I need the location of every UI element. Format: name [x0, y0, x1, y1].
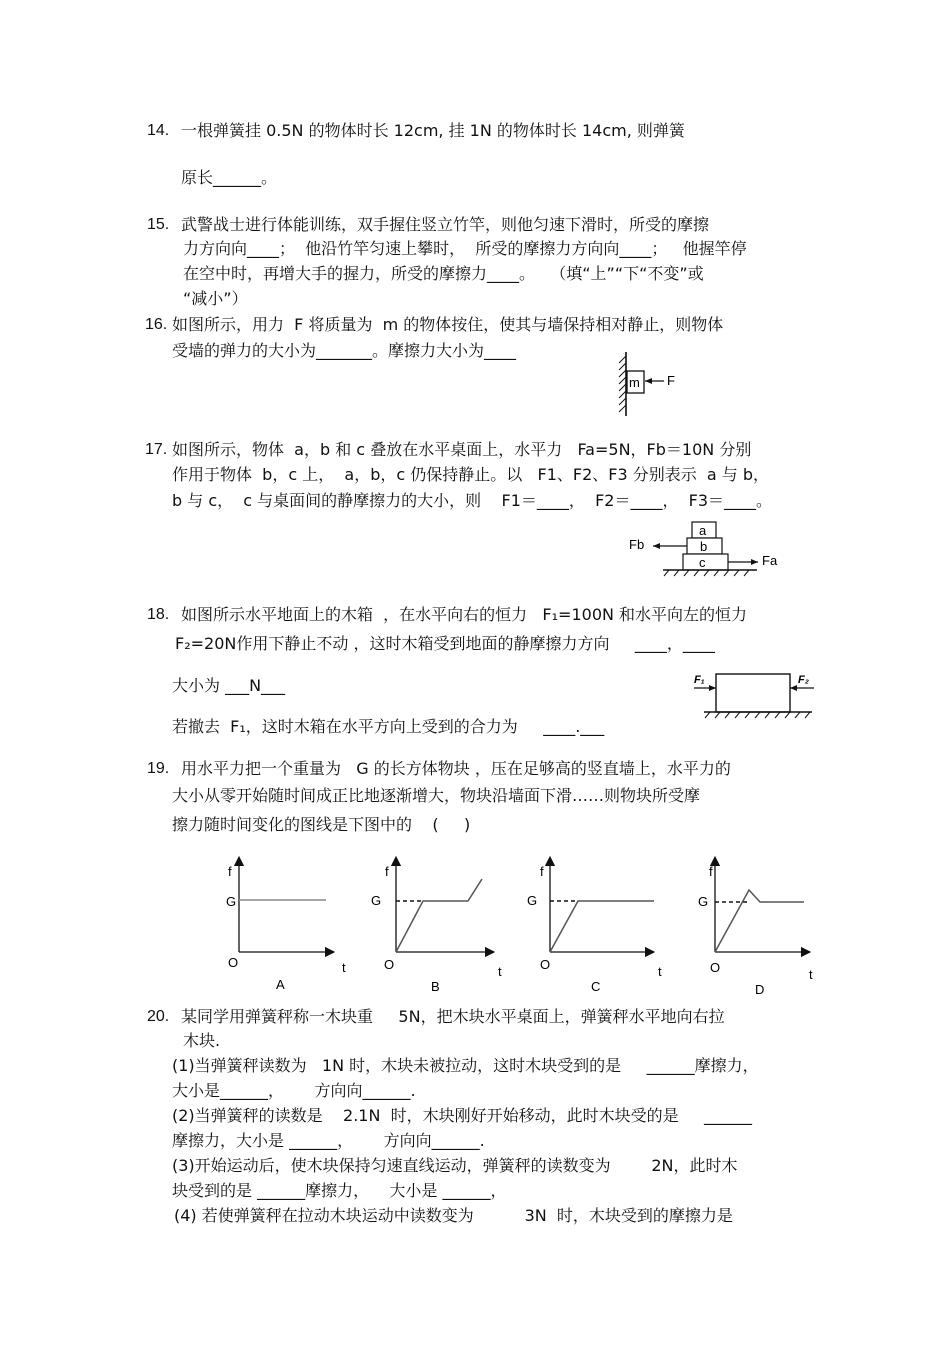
graph-b-caption: B: [431, 979, 440, 994]
q18-box: [716, 674, 790, 712]
q18-line3: 大小为 ___N___: [172, 676, 286, 695]
q18-line2: F₂=20N作用下静止不动 ，这时木箱受到地面的静摩擦力方向 ____，____: [175, 634, 715, 653]
q18-f1-arrowhead: [709, 685, 716, 691]
q16-line1: 如图所示，用力 F 将质量为 m 的物体按住，使其与墙保持相对静止，则物体: [172, 315, 724, 334]
q17-line1: 如图所示，物体 a，b 和 c 叠放在水平桌面上，水平力 Fa=5N，Fb＝10N 分别: [172, 440, 752, 459]
q15-line1: 武警战士进行体能训练，双手握住竖立竹竿，则他匀速下滑时，所受的摩擦: [181, 215, 710, 234]
graph-a-t-label: t: [342, 960, 346, 975]
graph-b-g-label: G: [371, 893, 382, 908]
graph-c-g-label: G: [527, 893, 538, 908]
q17-fa-arrowhead: [751, 559, 758, 565]
q20-part3-line2: 块受到的是 ______摩擦力， 大小是 ______，: [172, 1181, 507, 1200]
graph-d-caption: D: [755, 982, 765, 997]
graph-c-curve: [550, 901, 654, 952]
q19-line2: 大小从零开始随时间成正比地逐渐增大，物块沿墙面下滑……则物块所受摩: [172, 786, 701, 805]
q15-line3: 在空中时，再增大手的握力，所受的摩擦力____。 （填“上”“下“不变”或: [183, 264, 704, 283]
q19-line3: 擦力随时间变化的图线是下图中的 ( ): [172, 815, 471, 834]
q17-block-c: [683, 554, 728, 570]
q15-line4: “减小”）: [183, 289, 248, 308]
q19-graphs: [218, 855, 838, 1000]
graph-a-g-label: G: [226, 894, 237, 909]
q17-fa-label: Fa: [762, 553, 778, 568]
graph-d-o-label: O: [710, 960, 721, 975]
q19-line1: 用水平力把一个重量为 G 的长方体物块 ，压在足够高的竖直墙上，水平力的: [181, 759, 731, 778]
q17-c-label: c: [699, 555, 706, 570]
q20-part2-line2: 摩擦力，大小是 ______， 方向向______.: [172, 1131, 485, 1150]
q18-f1-label: F₁: [694, 674, 705, 686]
q15-line2: 力方向向____； 他沿竹竿匀速上攀时， 所受的摩擦力方向向____； 他握竿停: [183, 239, 747, 258]
graph-d-g-label: G: [698, 894, 709, 909]
graph-b-t-label: t: [498, 964, 502, 979]
graph-c: [527, 861, 662, 994]
q18-box-diagram: [690, 668, 820, 720]
q18-ground-hatch: [705, 712, 810, 718]
graph-b: [371, 861, 502, 994]
graph-b-f-label: f: [385, 864, 389, 879]
q18-line4: 若撤去 F₁，这时木箱在水平方向上受到的合力为 ____.___: [172, 717, 605, 736]
q18-f2-arrowhead: [790, 685, 797, 691]
graph-b-curve: [396, 879, 482, 952]
q17-line3: b 与 c， c 与桌面间的静摩擦力的大小，则 F1＝____， F2＝____， F3＝____。: [172, 491, 773, 510]
q20-line2: 木块.: [183, 1031, 221, 1050]
q16-arrowhead: [645, 378, 652, 384]
q20-number: 20.: [147, 1008, 170, 1025]
q16-number: 16.: [145, 316, 168, 333]
q20-line1: 某同学用弹簧秤称一木块重 5N，把木块水平桌面上，弹簧秤水平地向右拉: [181, 1007, 725, 1026]
q18-line1: 如图所示水平地面上的木箱 ，在水平向右的恒力 F₁=100N 和水平向左的恒力: [181, 605, 748, 624]
q16-wall-hatch: [619, 356, 626, 412]
q16-m-label: m: [629, 375, 640, 390]
q14-line2: 原长______。: [181, 168, 278, 187]
q17-fb-label: Fb: [629, 537, 645, 552]
graph-d-curve: [715, 890, 804, 952]
graph-d-t-label: t: [809, 967, 813, 982]
q17-number: 17.: [145, 441, 168, 458]
q20-part1-line2: 大小是______， 方向向______.: [172, 1081, 416, 1100]
graph-a-f-label: f: [228, 864, 232, 879]
graph-a: [226, 861, 346, 992]
q16-line2: 受墙的弹力的大小为_______。摩擦力大小为____: [172, 341, 517, 360]
q20-part3-line1: (3)开始运动后，使木块保持匀速直线运动，弹簧秤的读数变为 2N，此时木: [172, 1156, 738, 1175]
q20-part1-line1: (1)当弹簧秤读数为 1N 时，木块未被拉动，这时木块受到的是 ______摩擦力，: [172, 1056, 759, 1075]
q17-a-label: a: [699, 523, 707, 538]
q16-wall-diagram: [612, 348, 692, 422]
graph-c-f-label: f: [540, 864, 544, 879]
graph-c-t-label: t: [658, 964, 662, 979]
q16-f-label: F: [667, 373, 675, 388]
q14-line1: 一根弹簧挂 0.5N 的物体时长 12cm, 挂 1N 的物体时长 14cm, 则弹簧: [181, 121, 685, 140]
q20-part2-line1: (2)当弹簧秤的读数是 2.1N 时，木块刚好开始移动，此时木块受的是 ______: [172, 1106, 753, 1125]
graph-b-o-label: O: [384, 957, 395, 972]
graph-d-f-label: f: [709, 864, 713, 879]
q18-f2-label: F₂: [798, 674, 809, 686]
graph-d: [698, 861, 813, 997]
graph-a-o-label: O: [228, 955, 239, 970]
q17-b-label: b: [700, 539, 708, 554]
q19-number: 19.: [147, 760, 170, 777]
q17-line2: 作用于物体 b，c 上， a，b，c 仍保持静止。以 F1、F2、F3 分别表示 a 与 b，: [172, 465, 770, 484]
graph-c-o-label: O: [540, 957, 551, 972]
q14-number: 14.: [147, 122, 170, 139]
q20-part4-line1: (4) 若使弹簧秤在拉动木块运动中读数变为 3N 时，木块受到的摩擦力是: [174, 1206, 733, 1225]
graph-c-caption: C: [591, 979, 601, 994]
q17-fb-arrowhead: [653, 543, 660, 549]
graph-a-caption: A: [276, 977, 285, 992]
q18-number: 18.: [147, 606, 170, 623]
q15-number: 15.: [147, 216, 170, 233]
q17-table-hatch: [664, 570, 749, 576]
q17-stack-diagram: [625, 518, 785, 580]
